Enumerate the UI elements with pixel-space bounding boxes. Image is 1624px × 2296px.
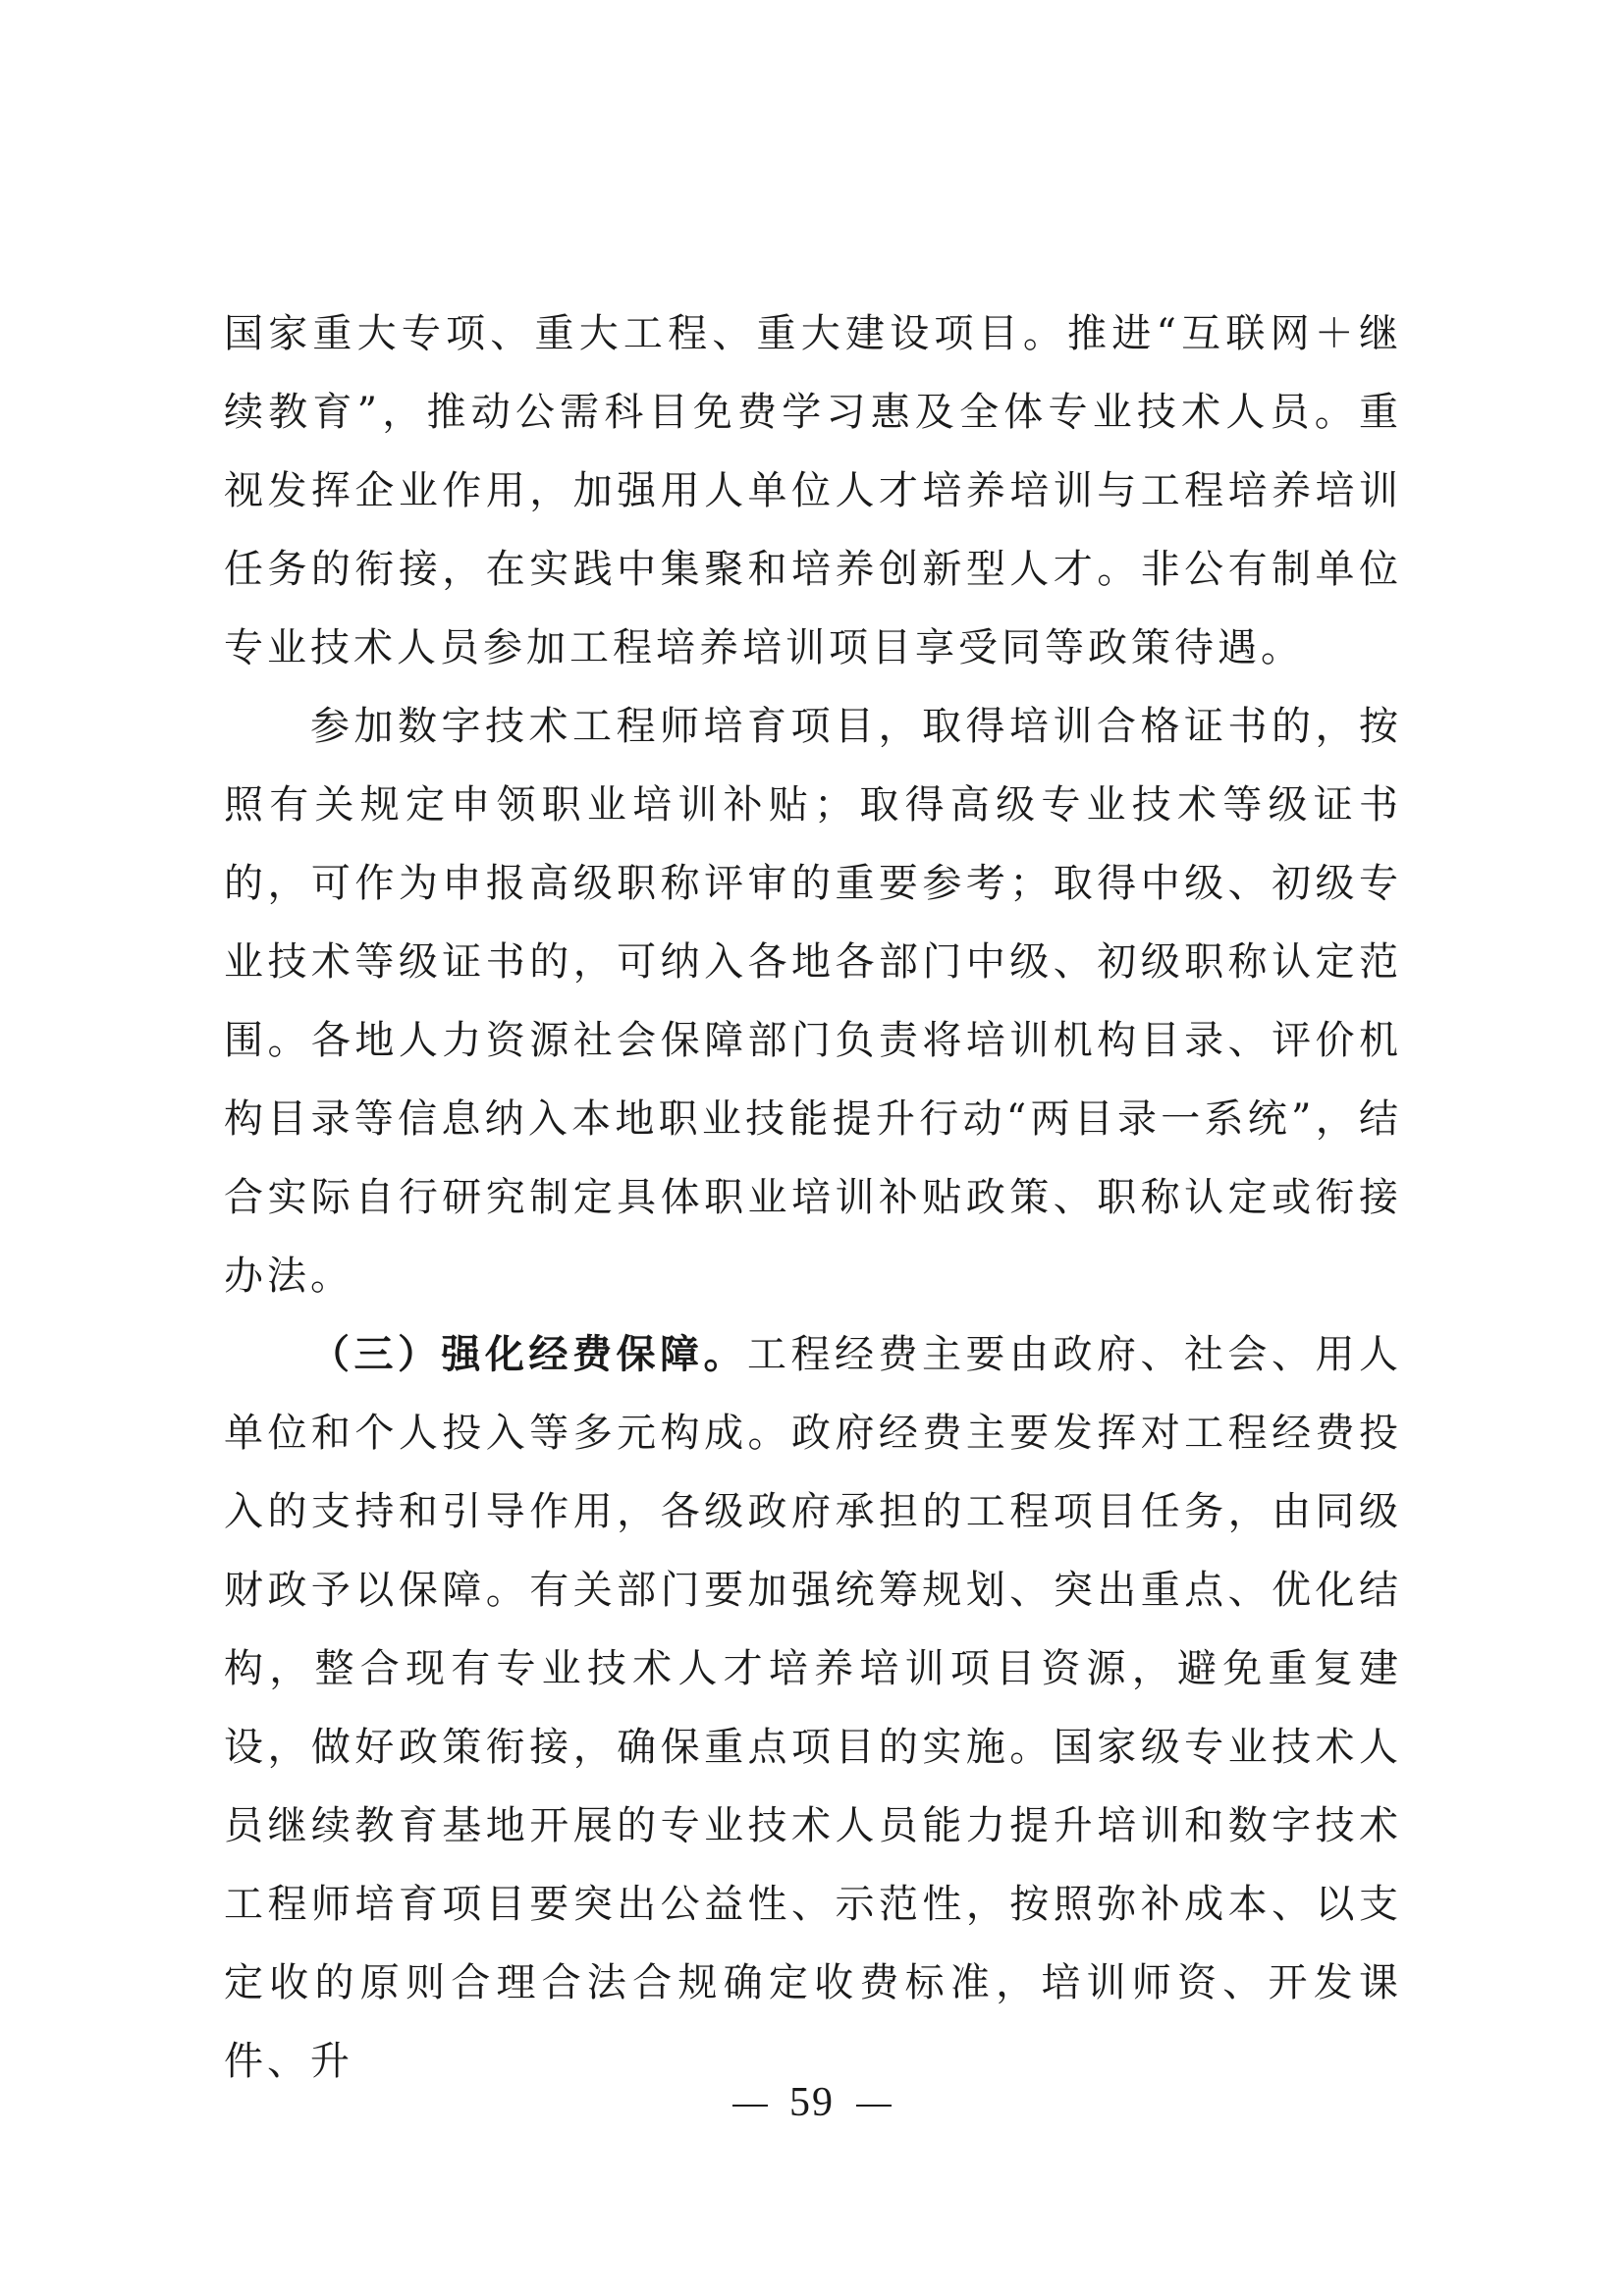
paragraph-continuation: 国家重大专项、重大工程、重大建设项目。推进“互联网＋继续教育”，推动公需科目免费学习惠及全体专业技术人员。重视发挥企业作用，加强用人单位人才培养培训与工程培养培训任务的衔接，在实践中集聚和培养创新型人才。非公有制单位专业技术人员参加工程培养培训项目享受同等政策待遇。 [224,311,1402,670]
paragraph-funding-text: 工程经费主要由政府、社会、用人单位和个人投入等多元构成。政府经费主要发挥对工程经费投入的支持和引导作用，各级政府承担的工程项目任务，由同级财政予以保障。有关部门要加强统筹规划、突出重点、优化结构，整合现有专业技术人才培养培训项目资源，避免重复建设，做好政策衔接，确保重点项目的实施。国家级专业技术人员继续教育基地开展的专业技术人员能力提升培训和数字技术工程师培育项目要突出公益性、示范性，按照弥补成本、以支定收的原则合理合法合规确定收费标准，培训师资、开发课件、升 [224,1332,1402,2084]
paragraph-funding-guarantee [224,1315,1402,2101]
page-number: 59 [789,2080,835,2125]
section-heading-funding: （三）强化经费保障。 [310,1332,747,1377]
footer-dash-left [732,2105,768,2107]
body-text [224,294,1402,2101]
paragraph-digital-engineer-training: 参加数字技术工程师培育项目，取得培训合格证书的，按照有关规定申领职业培训补贴；取得高级专业技术等级证书的，可作为申报高级职称评审的重要参考；取得中级、初级专业技术等级证书的，可纳入各地各部门中级、初级职称认定范围。各地人力资源社会保障部门负责将培训机构目录、评价机构目录等信息纳入本地职业技能提升行动“两目录一系统”，结合实际自行研究制定具体职业培训补贴政策、职称认定或衔接办法。 [224,704,1402,1299]
page-footer [0,2079,1624,2126]
footer-dash-right [856,2105,892,2107]
